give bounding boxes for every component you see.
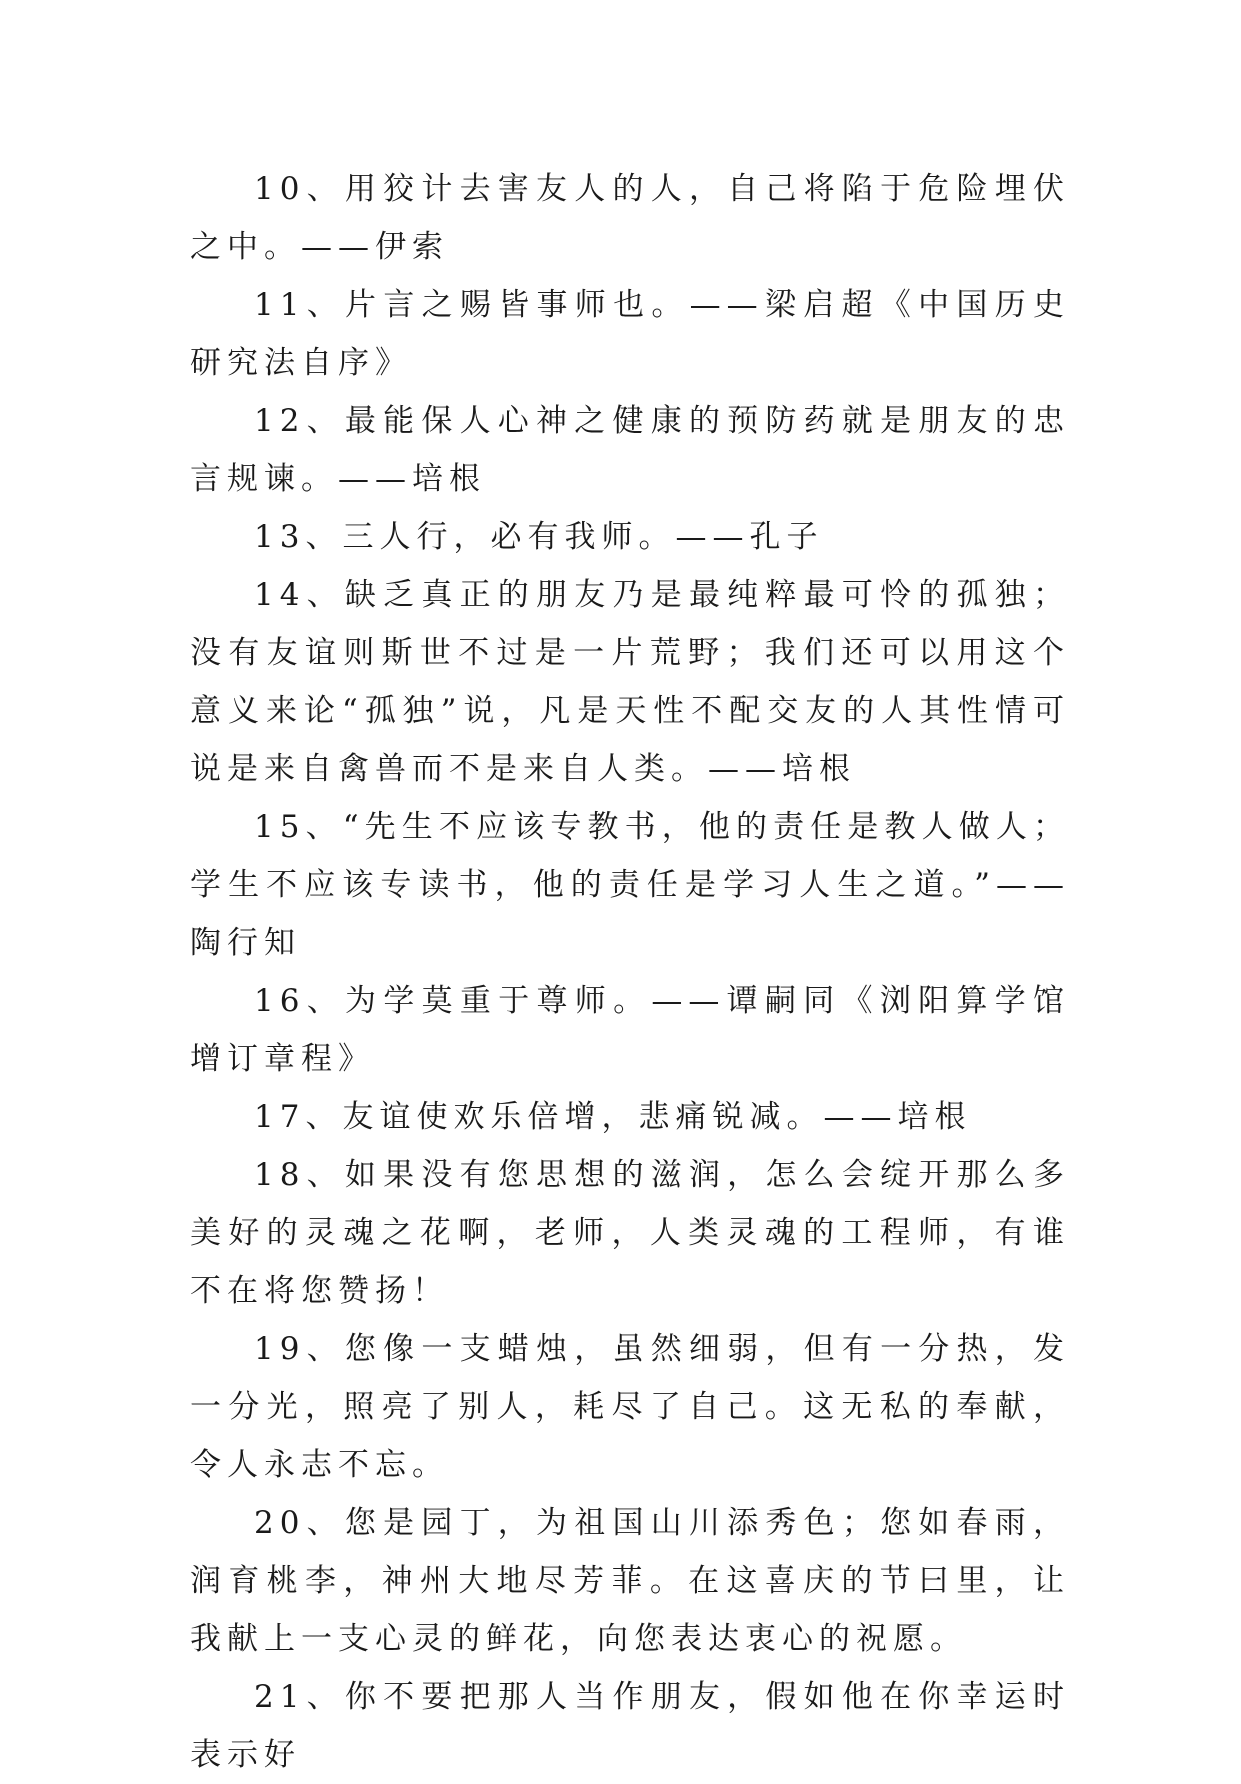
quote-paragraph-11: 11、片言之赐皆事师也。——梁启超《中国历史研究法自序》	[190, 287, 1070, 381]
quote-paragraph-12: 12、最能保人心神之健康的预防药就是朋友的忠言规谏。——培根	[190, 403, 1070, 497]
quote-paragraph-10: 10、用狡计去害友人的人，自己将陷于危险埋伏之中。——伊索	[190, 171, 1070, 265]
quote-paragraph-20: 20、您是园丁，为祖国山川添秀色；您如春雨，润育桃李，神州大地尽芳菲。在这喜庆的节曰里，让我献上一支心灵的鲜花，向您表达衷心的祝愿。	[190, 1505, 1070, 1657]
quote-paragraph-19: 19、您像一支蜡烛，虽然细弱，但有一分热，发一分光，照亮了别人，耗尽了自己。这无私的奉献，令人永志不忘。	[190, 1331, 1070, 1483]
quote-paragraph-18: 18、如果没有您思想的滋润，怎么会绽开那么多美好的灵魂之花啊，老师，人类灵魂的工程师，有谁不在将您赞扬！	[190, 1157, 1070, 1309]
quote-paragraph-14: 14、缺乏真正的朋友乃是最纯粹最可怜的孤独；没有友谊则斯世不过是一片荒野；我们还可以用这个意义来论“孤独”说，凡是天性不配交友的人其性情可说是来自禽兽而不是来自人类。——培根	[190, 577, 1070, 787]
quote-paragraph-16: 16、为学莫重于尊师。——谭嗣同《浏阳算学馆增订章程》	[190, 983, 1070, 1077]
quote-paragraph-21: 21、你不要把那人当作朋友，假如他在你幸运时表示好	[190, 1679, 1070, 1773]
quote-paragraph-15: 15、“先生不应该专教书，他的责任是教人做人；学生不应该专读书，他的责任是学习人生之道。”——陶行知	[190, 809, 1070, 961]
document-body	[190, 160, 1070, 1784]
quote-paragraph-17: 17、友谊使欢乐倍增，悲痛锐减。——培根	[254, 1099, 972, 1135]
quote-paragraph-13: 13、三人行，必有我师。——孔子	[254, 519, 824, 555]
